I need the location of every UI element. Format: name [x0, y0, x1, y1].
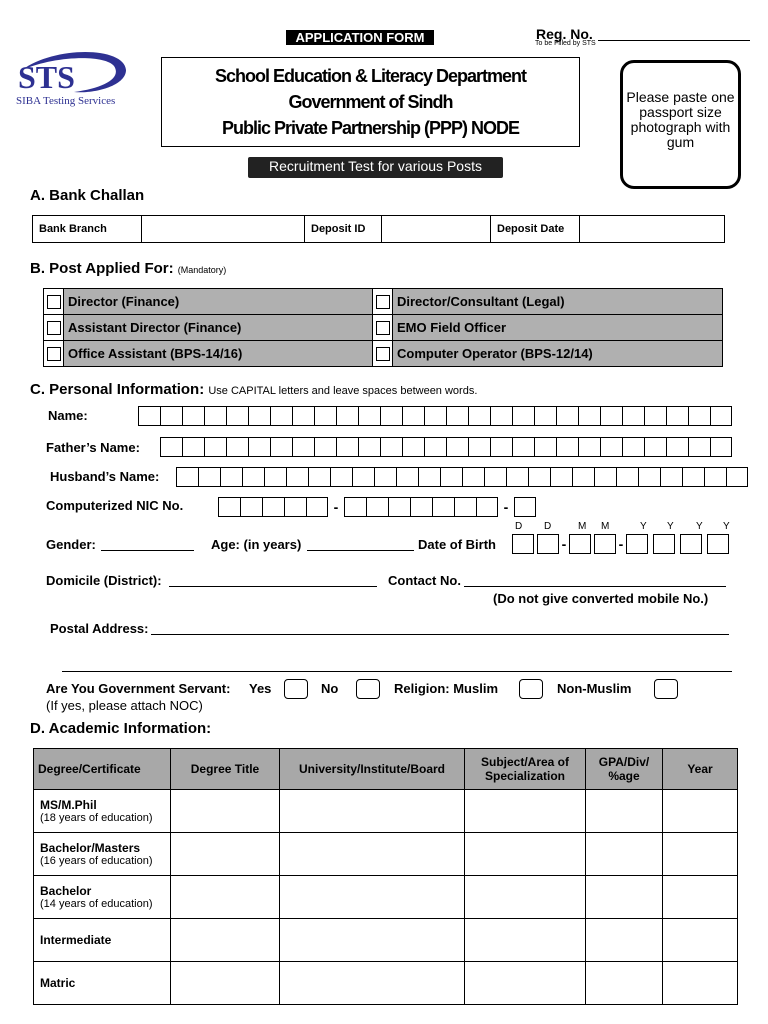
post-checkbox-cell[interactable] [373, 289, 393, 315]
char-box[interactable] [270, 406, 292, 426]
gender-input[interactable] [101, 535, 194, 551]
subject-input[interactable] [465, 962, 586, 1005]
dept-line-2: Government of Sindh [288, 92, 453, 112]
char-box[interactable] [490, 437, 512, 457]
char-box[interactable] [556, 406, 578, 426]
char-box[interactable] [600, 406, 622, 426]
sts-logo [14, 48, 139, 110]
dob-box[interactable] [707, 534, 729, 554]
non-muslim-label: Non-Muslim [557, 681, 632, 696]
academic-header: Year [663, 749, 738, 790]
post-checkbox-cell[interactable] [44, 341, 64, 367]
char-box[interactable] [182, 437, 204, 457]
bank-branch-label: Bank Branch [33, 216, 142, 243]
degree-title-input[interactable] [171, 833, 280, 876]
contact-note: (Do not give converted mobile No.) [493, 591, 709, 606]
university-input[interactable] [280, 962, 465, 1005]
cnic-dash: - [333, 499, 339, 515]
char-box[interactable] [182, 406, 204, 426]
name-boxes[interactable] [138, 406, 732, 426]
recruitment-banner: Recruitment Test for various Posts [248, 157, 503, 178]
char-box[interactable] [292, 406, 314, 426]
char-box[interactable] [550, 467, 572, 487]
char-box[interactable] [616, 467, 638, 487]
religion-muslim-label: Religion: Muslim [394, 681, 498, 696]
table-row [34, 790, 738, 833]
post-option: Computer Operator (BPS-12/14) [393, 341, 723, 367]
personal-info-title [30, 381, 477, 398]
char-box[interactable] [380, 437, 402, 457]
char-box[interactable] [476, 497, 498, 517]
dob-day-hint: D [544, 521, 552, 532]
govt-yes-checkbox[interactable] [284, 679, 308, 699]
char-box[interactable] [644, 437, 666, 457]
char-box[interactable] [710, 437, 732, 457]
degree-cell [34, 962, 171, 1005]
char-box[interactable] [688, 437, 710, 457]
char-box[interactable] [330, 467, 352, 487]
reg-no-label: Reg. No. [536, 26, 593, 42]
char-box[interactable] [242, 467, 264, 487]
degree-note: (14 years of education) [40, 898, 153, 910]
cnic-boxes[interactable] [218, 497, 536, 517]
char-box[interactable] [344, 497, 366, 517]
char-box[interactable] [440, 467, 462, 487]
university-input[interactable] [280, 833, 465, 876]
sts-logo-swoosh-icon [14, 48, 139, 110]
post-checkbox-cell[interactable] [373, 315, 393, 341]
char-box[interactable] [688, 406, 710, 426]
subject-input[interactable] [465, 833, 586, 876]
char-box[interactable] [432, 497, 454, 517]
char-box[interactable] [446, 406, 468, 426]
char-box[interactable] [682, 467, 704, 487]
bank-challan-table [32, 215, 725, 243]
dob-box[interactable] [680, 534, 702, 554]
cnic-part-1[interactable] [218, 497, 328, 517]
char-box[interactable] [220, 467, 242, 487]
degree-note: (18 years of education) [40, 812, 153, 824]
char-box[interactable] [462, 467, 484, 487]
char-box[interactable] [638, 467, 660, 487]
age-input[interactable] [307, 535, 414, 551]
char-box[interactable] [248, 437, 270, 457]
dob-label: Date of Birth [418, 537, 496, 552]
degree-cell [34, 790, 171, 833]
cnic-label: Computerized NIC No. [46, 498, 184, 513]
char-box[interactable] [240, 497, 262, 517]
char-box[interactable] [176, 467, 198, 487]
char-box[interactable] [270, 437, 292, 457]
photo-box[interactable]: Please paste one passport size photograph with gum [620, 60, 741, 189]
gpa-input[interactable] [586, 919, 663, 962]
char-box[interactable] [160, 437, 182, 457]
char-box[interactable] [572, 467, 594, 487]
dob-dash: - [561, 536, 567, 552]
char-box[interactable] [218, 497, 240, 517]
char-box[interactable] [446, 437, 468, 457]
cnic-part-2[interactable] [344, 497, 498, 517]
name-label: Name: [48, 408, 88, 423]
academic-header: Degree/Certificate [34, 749, 171, 790]
char-box[interactable] [468, 437, 490, 457]
char-box[interactable] [512, 406, 534, 426]
director-finance-checkbox[interactable] [47, 295, 61, 309]
academic-info-title: D. Academic Information: [30, 720, 212, 737]
char-box[interactable] [336, 406, 358, 426]
degree-title-input[interactable] [171, 790, 280, 833]
char-box[interactable] [336, 437, 358, 457]
char-box[interactable] [468, 406, 490, 426]
degree-title-input[interactable] [171, 919, 280, 962]
gpa-input[interactable] [586, 876, 663, 919]
char-box[interactable] [292, 437, 314, 457]
year-input[interactable] [663, 962, 738, 1005]
assistant-director-checkbox[interactable] [47, 321, 61, 335]
char-box[interactable] [226, 406, 248, 426]
char-box[interactable] [704, 467, 726, 487]
char-box[interactable] [410, 497, 432, 517]
dob-box[interactable] [537, 534, 559, 554]
degree-name: MS/M.Phil [40, 798, 97, 812]
dob-box[interactable] [653, 534, 675, 554]
char-box[interactable] [286, 467, 308, 487]
char-box[interactable] [314, 437, 336, 457]
post-option: Director/Consultant (Legal) [393, 289, 723, 315]
char-box[interactable] [578, 406, 600, 426]
char-box[interactable] [512, 437, 534, 457]
char-box[interactable] [402, 437, 424, 457]
table-row [34, 919, 738, 962]
char-box[interactable] [622, 437, 644, 457]
academic-header: Degree Title [171, 749, 280, 790]
post-table [43, 288, 723, 367]
degree-name: Matric [40, 976, 76, 990]
emo-field-officer-checkbox[interactable] [376, 321, 390, 335]
char-box[interactable] [204, 406, 226, 426]
contact-label: Contact No. [388, 573, 461, 588]
dob-box[interactable] [569, 534, 591, 554]
char-box[interactable] [138, 406, 160, 426]
char-box[interactable] [402, 406, 424, 426]
table-row [34, 962, 738, 1005]
deposit-date-label: Deposit Date [491, 216, 580, 243]
deposit-id-input[interactable] [382, 216, 491, 243]
char-box[interactable] [314, 406, 336, 426]
char-box[interactable] [644, 406, 666, 426]
office-assistant-checkbox[interactable] [47, 347, 61, 361]
char-box[interactable] [418, 467, 440, 487]
dob-boxes[interactable] [512, 534, 729, 554]
gpa-input[interactable] [586, 833, 663, 876]
char-box[interactable] [380, 406, 402, 426]
degree-name: Bachelor/Masters [40, 841, 141, 855]
degree-name: Intermediate [40, 933, 112, 947]
char-box[interactable] [454, 497, 476, 517]
table-row [34, 833, 738, 876]
gender-label: Gender: [46, 537, 96, 552]
director-legal-checkbox[interactable] [376, 295, 390, 309]
degree-note: (16 years of education) [40, 855, 153, 867]
post-checkbox-cell[interactable] [44, 289, 64, 315]
char-box[interactable] [396, 467, 418, 487]
subject-input[interactable] [465, 876, 586, 919]
noc-note: (If yes, please attach NOC) [46, 698, 203, 713]
post-option: Director (Finance) [64, 289, 373, 315]
char-box[interactable] [726, 467, 748, 487]
char-box[interactable] [306, 497, 328, 517]
char-box[interactable] [666, 437, 688, 457]
deposit-id-label: Deposit ID [305, 216, 382, 243]
char-box[interactable] [660, 467, 682, 487]
gpa-input[interactable] [586, 790, 663, 833]
govt-no-checkbox[interactable] [356, 679, 380, 699]
year-input[interactable] [663, 790, 738, 833]
char-box[interactable] [424, 437, 446, 457]
char-box[interactable] [374, 467, 396, 487]
cnic-part-3[interactable] [514, 497, 536, 517]
post-checkbox-cell[interactable] [44, 315, 64, 341]
char-box[interactable] [514, 497, 536, 517]
age-label: Age: (in years) [211, 537, 302, 552]
muslim-checkbox[interactable] [519, 679, 543, 699]
dob-year-hint: Y [667, 521, 674, 532]
academic-table [33, 748, 738, 1005]
husband-name-boxes[interactable] [176, 467, 748, 487]
post-checkbox-cell[interactable] [373, 341, 393, 367]
char-box[interactable] [358, 406, 380, 426]
char-box[interactable] [352, 467, 374, 487]
char-box[interactable] [534, 406, 556, 426]
logo-subtitle: SIBA Testing Services [16, 95, 116, 107]
department-box [161, 57, 580, 147]
char-box[interactable] [600, 437, 622, 457]
char-box[interactable] [534, 437, 556, 457]
table-row [34, 876, 738, 919]
yes-label: Yes [249, 681, 272, 696]
gpa-input[interactable] [586, 962, 663, 1005]
dob-box[interactable] [512, 534, 534, 554]
logo-text: STS [18, 59, 75, 95]
bank-branch-input[interactable] [142, 216, 305, 243]
dept-line-3: Public Private Partnership (PPP) NODE [221, 118, 520, 138]
university-input[interactable] [280, 790, 465, 833]
university-input[interactable] [280, 919, 465, 962]
dob-year-hint: Y [640, 521, 647, 532]
domicile-input[interactable] [169, 571, 377, 587]
year-input[interactable] [663, 876, 738, 919]
postal-address-label: Postal Address: [50, 621, 149, 636]
char-box[interactable] [248, 406, 270, 426]
char-box[interactable] [490, 406, 512, 426]
char-box[interactable] [484, 467, 506, 487]
char-box[interactable] [594, 467, 616, 487]
postal-address-input-2[interactable] [62, 656, 732, 672]
dob-month-hint: M [578, 521, 587, 532]
char-box[interactable] [622, 406, 644, 426]
father-name-boxes[interactable] [160, 437, 732, 457]
cnic-dash: - [503, 499, 509, 515]
degree-cell [34, 876, 171, 919]
year-input[interactable] [663, 919, 738, 962]
char-box[interactable] [666, 406, 688, 426]
father-name-label: Father’s Name: [46, 440, 140, 455]
char-box[interactable] [556, 437, 578, 457]
subject-input[interactable] [465, 919, 586, 962]
academic-header: University/Institute/Board [280, 749, 465, 790]
postal-address-input[interactable] [151, 619, 729, 635]
char-box[interactable] [226, 437, 248, 457]
char-box[interactable] [262, 497, 284, 517]
non-muslim-checkbox[interactable] [654, 679, 678, 699]
char-box[interactable] [424, 406, 446, 426]
govt-servant-label: Are You Government Servant: [46, 681, 231, 696]
dob-day-hint: D [515, 521, 523, 532]
char-box[interactable] [366, 497, 388, 517]
char-box[interactable] [284, 497, 306, 517]
academic-header: Subject/Area of Specialization [465, 749, 586, 790]
dob-box[interactable] [626, 534, 648, 554]
dob-dash: - [618, 536, 624, 552]
dob-box[interactable] [594, 534, 616, 554]
degree-name: Bachelor [40, 884, 92, 898]
post-option: Assistant Director (Finance) [64, 315, 373, 341]
year-input[interactable] [663, 833, 738, 876]
husband-name-label: Husband’s Name: [50, 469, 160, 484]
academic-header: GPA/Div/ %age [586, 749, 663, 790]
to-be-filled-note: To be Filled by STS [535, 40, 596, 47]
post-applied-label: B. Post Applied For: [30, 260, 174, 277]
char-box[interactable] [308, 467, 330, 487]
subject-input[interactable] [465, 790, 586, 833]
bank-challan-title: A. Bank Challan [30, 187, 145, 204]
char-box[interactable] [358, 437, 380, 457]
contact-input[interactable] [464, 571, 726, 587]
char-box[interactable] [388, 497, 410, 517]
char-box[interactable] [204, 437, 226, 457]
mandatory-note: (Mandatory) [177, 265, 227, 275]
dob-year-hint: Y [723, 521, 730, 532]
university-input[interactable] [280, 876, 465, 919]
dept-line-1: School Education & Literacy Department [214, 66, 527, 86]
char-box[interactable] [578, 437, 600, 457]
post-applied-title [30, 260, 226, 277]
char-box[interactable] [528, 467, 550, 487]
char-box[interactable] [506, 467, 528, 487]
dob-year-hint: Y [696, 521, 703, 532]
personal-info-label: C. Personal Information: [30, 381, 205, 398]
post-option: Office Assistant (BPS-14/16) [64, 341, 373, 367]
dob-month-hint: M [601, 521, 610, 532]
degree-title-input[interactable] [171, 962, 280, 1005]
char-box[interactable] [264, 467, 286, 487]
form-title: APPLICATION FORM [286, 30, 434, 45]
char-box[interactable] [710, 406, 732, 426]
post-option: EMO Field Officer [393, 315, 723, 341]
domicile-label: Domicile (District): [46, 573, 162, 588]
no-label: No [321, 681, 339, 696]
capital-letters-note: Use CAPITAL letters and leave spaces between words. [208, 385, 478, 397]
reg-no-field[interactable] [598, 40, 750, 41]
degree-title-input[interactable] [171, 876, 280, 919]
computer-operator-checkbox[interactable] [376, 347, 390, 361]
deposit-date-input[interactable] [580, 216, 725, 243]
char-box[interactable] [198, 467, 220, 487]
degree-cell [34, 919, 171, 962]
char-box[interactable] [160, 406, 182, 426]
degree-cell [34, 833, 171, 876]
